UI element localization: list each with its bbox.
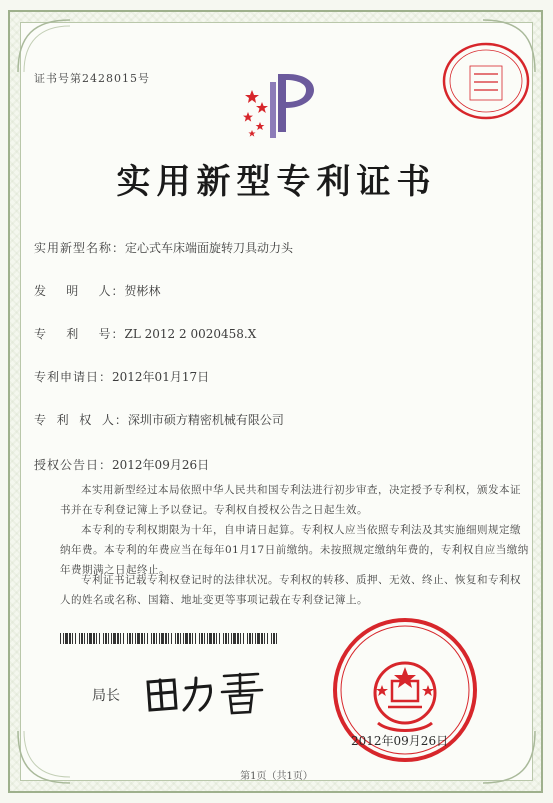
patent-office-logo-icon: [240, 68, 326, 144]
barcode-bar: [161, 633, 164, 644]
barcode-bar: [175, 633, 176, 644]
barcode-bar: [72, 633, 73, 644]
barcode-bar: [111, 633, 112, 644]
field-label: 实用新型名称：: [34, 241, 126, 255]
barcode-bar: [233, 633, 236, 644]
barcode-bar: [165, 633, 167, 644]
director-signature-icon: [140, 668, 270, 716]
field-label: 专 利 号：: [34, 327, 125, 341]
agency-seal-icon: [440, 40, 532, 122]
barcode-bar: [79, 633, 80, 644]
field-value: 深圳市硕方精密机械有限公司: [127, 413, 284, 427]
barcode-bar: [96, 633, 97, 644]
barcode-bar: [147, 633, 148, 644]
field-label: 授权公告日：: [34, 458, 113, 472]
barcode-bar: [252, 633, 253, 644]
paragraph-term: 本专利的专利权期限为十年，自申请日起算。专利权人应当依照专利法及其实施细则规定缴纳年费。本专利的年费应当在每年01月17日前缴纳。未按照规定缴纳年费的，专利权自应当缴纳年费期满之日起终止。: [60, 524, 529, 576]
field-patentee: [34, 411, 284, 428]
barcode-bar: [108, 633, 109, 644]
barcode-bar: [103, 633, 104, 644]
barcode-bar: [159, 633, 160, 644]
barcode-bar: [129, 633, 131, 644]
barcode-bar: [105, 633, 107, 644]
corner-ornament-icon: [14, 16, 74, 76]
barcode-bar: [127, 633, 128, 644]
barcode-bar: [209, 633, 212, 644]
barcode-bar: [63, 633, 64, 644]
page-indicator: 第1页（共1页）: [240, 771, 313, 782]
certificate-number: 证书号第2428015号: [34, 72, 150, 85]
barcode-bar: [267, 633, 268, 644]
barcode-bar: [228, 633, 229, 644]
barcode-bar: [195, 633, 196, 644]
field-value: 定心式车床端面旋转刀具动力头: [125, 241, 294, 255]
barcode-bar: [135, 633, 136, 644]
field-patent-number: [34, 325, 256, 342]
barcode-bar: [75, 633, 76, 644]
barcode-bar: [153, 633, 155, 644]
field-grant-date: [34, 456, 209, 473]
barcode-bar: [84, 633, 85, 644]
field-label: 专 利 权 人：: [34, 413, 128, 427]
barcode-bar: [65, 633, 68, 644]
barcode-bar: [243, 633, 244, 644]
paragraph-legal-status: 专利证书记载专利权登记时的法律状况。专利权的转移、质押、无效、终止、恢复和专利权人的姓名或名称、国籍、地址变更等事项记载在专利登记簿上。: [60, 574, 521, 606]
barcode-bar: [87, 633, 88, 644]
barcode-bar: [204, 633, 205, 644]
field-utility-model-name: [34, 239, 293, 256]
barcode-bar: [219, 633, 220, 644]
director-label: 局长: [92, 688, 120, 704]
barcode-bar: [261, 633, 263, 644]
barcode-bar: [231, 633, 232, 644]
barcode-bar: [93, 633, 95, 644]
barcode-bar: [199, 633, 200, 644]
field-value: ZL 2012 2 0020458.X: [124, 327, 257, 341]
barcode-bar: [264, 633, 265, 644]
barcode-bar: [189, 633, 191, 644]
barcode-bar: [171, 633, 172, 644]
barcode-bar: [180, 633, 181, 644]
barcode-bar: [69, 633, 71, 644]
barcode-bar: [141, 633, 143, 644]
certificate-title: 实用新型专利证书: [116, 162, 437, 202]
field-value: 2012年09月26日: [112, 458, 210, 472]
barcode-bar: [89, 633, 92, 644]
barcode-bar: [207, 633, 208, 644]
barcode-bar: [237, 633, 239, 644]
field-application-date: [34, 368, 209, 385]
barcode-bar: [113, 633, 116, 644]
barcode-bar: [183, 633, 184, 644]
barcode-bar: [223, 633, 224, 644]
barcode-bar: [276, 633, 277, 644]
field-inventor: [34, 282, 161, 299]
seal-date: 2012年09月26日: [351, 734, 449, 748]
field-value: 贺彬林: [124, 284, 161, 298]
barcode-bar: [177, 633, 179, 644]
barcode-bar: [117, 633, 119, 644]
barcode-icon: [60, 633, 280, 644]
barcode-bar: [81, 633, 83, 644]
barcode-bar: [168, 633, 169, 644]
field-label: 发 明 人：: [34, 284, 125, 298]
barcode-bar: [249, 633, 251, 644]
barcode-bar: [156, 633, 157, 644]
barcode-bar: [60, 633, 61, 644]
barcode-bar: [99, 633, 100, 644]
barcode-bar: [271, 633, 272, 644]
barcode-bar: [273, 633, 275, 644]
barcode-bar: [137, 633, 140, 644]
barcode-bar: [225, 633, 227, 644]
barcode-bar: [201, 633, 203, 644]
barcode-bar: [247, 633, 248, 644]
barcode-bar: [257, 633, 260, 644]
barcode-bar: [213, 633, 215, 644]
field-label: 专利申请日：: [34, 370, 113, 384]
field-value: 2012年01月17日: [112, 370, 210, 384]
barcode-bar: [185, 633, 188, 644]
barcode-bar: [144, 633, 145, 644]
paragraph-grant: 本实用新型经过本局依照中华人民共和国专利法进行初步审查，决定授予专利权，颁发本证书并在专利登记簿上予以登记。专利权自授权公告之日起生效。: [60, 484, 521, 516]
barcode-bar: [123, 633, 124, 644]
barcode-bar: [120, 633, 121, 644]
barcode-bar: [192, 633, 193, 644]
barcode-bar: [240, 633, 241, 644]
barcode-bar: [255, 633, 256, 644]
barcode-bar: [132, 633, 133, 644]
barcode-bar: [216, 633, 217, 644]
barcode-bar: [151, 633, 152, 644]
